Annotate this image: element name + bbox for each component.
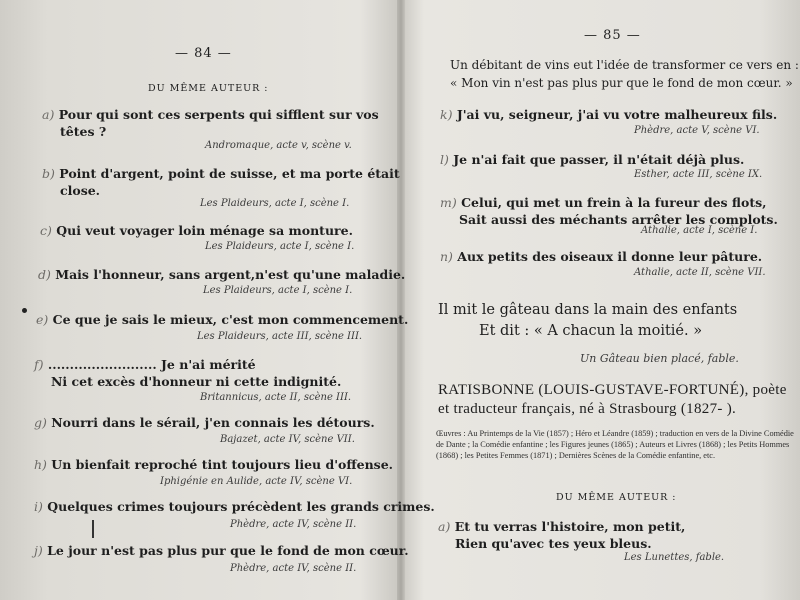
source-a: Andromaque, acte v, scène v.: [205, 140, 352, 151]
source-k: Phèdre, acte V, scène VI.: [634, 125, 760, 136]
intro-text: Un débitant de vins eut l'idée de transformer ce vers en : « Mon vin n'est pas plus pur que le fond de mon cœur. »: [450, 58, 799, 90]
source-g: Bajazet, acte IV, scène VII.: [220, 434, 355, 445]
quote-j: j) Le jour n'est pas plus pur que le fond de mon cœur.: [34, 543, 409, 558]
quote-n: n) Aux petits des oiseaux il donne leur pâture.: [440, 249, 763, 264]
big-quote-line-2: Et dit : « A chacun la moitié. »: [479, 323, 703, 339]
author-line-1: RATISBONNE (LOUIS-GUSTAVE-FORTUNÉ), poète: [438, 382, 787, 398]
quote-m: m) Celui, qui met un frein à la fureur des flots, Sait aussi des méchants arrêter les complots.: [440, 195, 778, 227]
quote-l: l) Je n'ai fait que passer, il n'était déjà plus.: [440, 152, 745, 167]
source-d: Les Plaideurs, acte I, scène I.: [203, 285, 353, 296]
quote-e: e) Ce que je sais le mieux, c'est mon commencement.: [36, 312, 409, 327]
source-h: Iphigénie en Aulide, acte IV, scène VI.: [160, 476, 353, 487]
source-l: Esther, acte III, scène IX.: [634, 169, 763, 180]
quote-b: b) Point d'argent, point de suisse, et ma porte était close.: [42, 166, 400, 198]
source-j: Phèdre, acte IV, scène II.: [230, 563, 357, 574]
quote-a: a) Pour qui sont ces serpents qui sifflent sur vos têtes ?: [42, 107, 379, 139]
quote-d: d) Mais l'honneur, sans argent,n'est qu'une maladie.: [38, 267, 406, 282]
source-m: Athalie, acte I, scène I.: [641, 225, 758, 236]
source-c: Les Plaideurs, acte I, scène I.: [205, 241, 355, 252]
source-e: Les Plaideurs, acte III, scène III.: [197, 331, 363, 342]
source-b: Les Plaideurs, acte I, scène I.: [200, 198, 350, 209]
source-ratisbonne-a: Les Lunettes, fable.: [624, 552, 725, 563]
ink-spot: [22, 308, 27, 313]
source-i: Phèdre, acte IV, scène II.: [230, 519, 357, 530]
page-number-85: — 85 —: [584, 28, 641, 43]
quote-k: k) J'ai vu, seigneur, j'ai vu votre malheureux fils.: [440, 107, 778, 122]
big-quote-line-1: Il mit le gâteau dans la main des enfants: [438, 302, 738, 318]
big-quote-source: Un Gâteau bien placé, fable.: [580, 352, 739, 365]
source-f: Britannicus, acte II, scène III.: [200, 392, 352, 403]
quote-ratisbonne-a: a) Et tu verras l'histoire, mon petit, Rien qu'avec tes yeux bleus.: [438, 519, 686, 551]
quote-c: c) Qui veut voyager loin ménage sa monture.: [40, 223, 353, 238]
right-page: [404, 0, 800, 600]
quote-g: g) Nourri dans le sérail, j'en connais les détours.: [34, 415, 375, 430]
quote-f: f) ......................... Je n'ai mérité Ni cet excès d'honneur ni cette indignité.: [34, 357, 342, 389]
quote-i: i) Quelques crimes toujours précèdent les grands crimes.: [34, 499, 435, 514]
works-list: Œuvres : Au Printemps de la Vie (1857) ; Héro et Léandre (1859) ; traduction en vers de la Divine Comédie de Dante ; la Comédie enfantine ; les Figures jeunes (1865) ; Auteurs et Livres (1868) ; les Petits Hommes (1868) ; les Petites Femmes (1871) ; Dernières Scènes de la Comédie enfantine, etc.: [436, 429, 794, 461]
page-number-84: — 84 —: [175, 46, 232, 61]
pencil-mark: [92, 520, 94, 538]
author-line-2: et traducteur français, né à Strasbourg (1827- ).: [438, 401, 737, 417]
section-heading: DU MÊME AUTEUR :: [148, 83, 269, 94]
section-heading-2: DU MÊME AUTEUR :: [556, 492, 677, 503]
source-n: Athalie, acte II, scène VII.: [634, 267, 766, 278]
quote-h: h) Un bienfait reproché tint toujours lieu d'offense.: [34, 457, 394, 472]
